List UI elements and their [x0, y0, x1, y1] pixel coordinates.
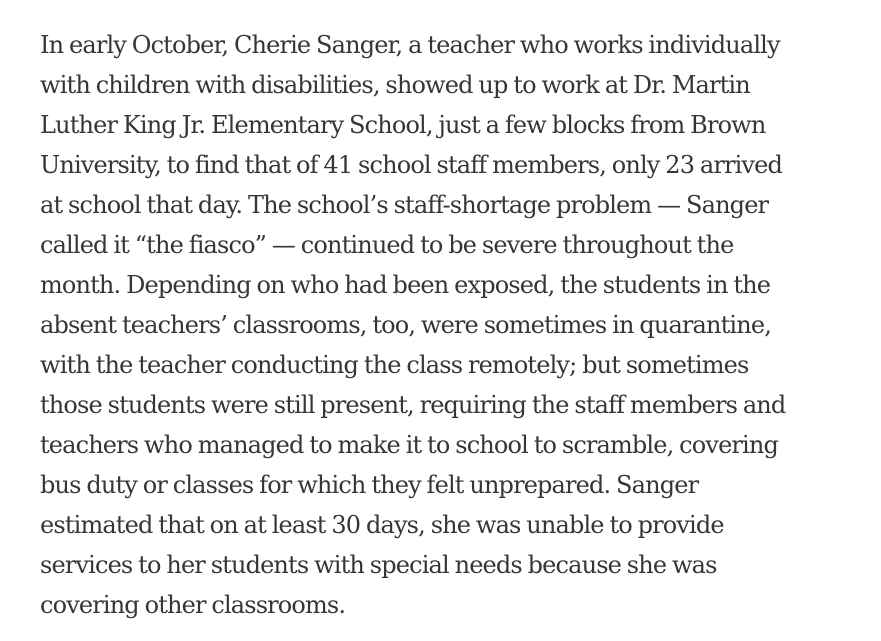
previous-line-fragment [40, 0, 300, 4]
article-paragraph [40, 25, 875, 625]
paragraph-line: month. Depending on who had been exposed, the students in the [40, 271, 771, 299]
paragraph-line: with the teacher conducting the class remotely; but sometimes [40, 351, 749, 379]
paragraph-line: absent teachers’ classrooms, too, were sometimes in quarantine, [40, 311, 771, 339]
paragraph-line: teachers who managed to make it to school to scramble, covering [40, 431, 778, 459]
paragraph-line: covering other classrooms. [40, 591, 346, 619]
paragraph-line: those students were still present, requiring the staff members and [40, 391, 786, 419]
paragraph-line: services to her students with special needs because she was [40, 551, 717, 579]
paragraph-line: with children with disabilities, showed up to work at Dr. Martin [40, 71, 750, 99]
paragraph-line: estimated that on at least 30 days, she was unable to provide [40, 511, 724, 539]
paragraph-line: called it “the fiasco” — continued to be severe throughout the [40, 231, 734, 259]
paragraph-line: bus duty or classes for which they felt unprepared. Sanger [40, 471, 699, 499]
paragraph-line: at school that day. The school’s staff-shortage problem — Sanger [40, 191, 769, 219]
paragraph-line: Luther King Jr. Elementary School, just a few blocks from Brown [40, 111, 766, 139]
paragraph-line: University, to find that of 41 school staff members, only 23 arrived [40, 151, 783, 179]
paragraph-line: In early October, Cherie Sanger, a teacher who works individually [40, 31, 780, 59]
